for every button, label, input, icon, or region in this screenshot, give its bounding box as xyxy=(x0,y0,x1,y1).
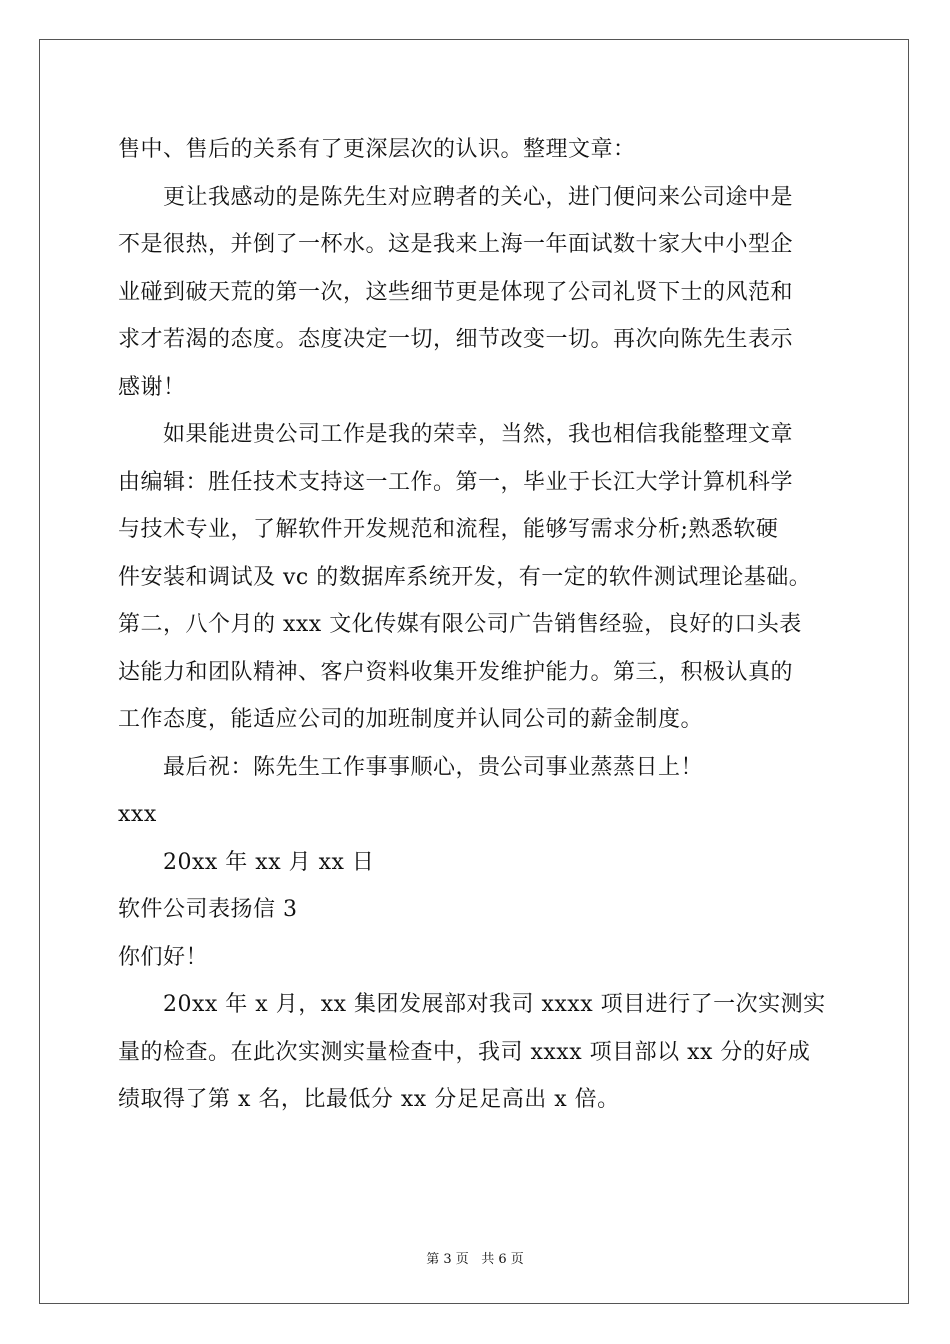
page-number: 第 3 页 xyxy=(426,1252,469,1267)
signature-name: xxx xyxy=(118,802,157,827)
text-line: 如果能进贵公司工作是我的荣幸，当然，我也相信我能整理文章 xyxy=(163,422,794,447)
text-line: 工作态度，能适应公司的加班制度并认同公司的薪金制度。 xyxy=(118,707,704,732)
text-line: 感谢！ xyxy=(118,374,186,400)
text-line: 第二，八个月的 xxx 文化传媒有限公司广告销售经验，良好的口头表 xyxy=(118,612,802,637)
page-total: 共 6 页 xyxy=(481,1252,524,1267)
text-line: 20xx 年 x 月，xx 集团发展部对我司 xxxx 项目进行了一次实测实 xyxy=(163,992,826,1017)
text-line: 由编辑：胜任技术支持这一工作。第一，毕业于长江大学计算机科学 xyxy=(118,469,794,495)
text-line: 业碰到破天荒的第一次，这些细节更是体现了公司礼贤下士的风范和 xyxy=(118,279,794,305)
text-line: 量的检查。在此次实测实量检查中，我司 xxxx 项目部以 xx 分的好成 xyxy=(118,1039,811,1065)
text-line: 与技术专业，了解软件开发规范和流程，能够写需求分析;熟悉软硬 xyxy=(118,517,779,542)
page-footer xyxy=(0,1248,950,1267)
text-line: 件安装和调试及 vc 的数据库系统开发，有一定的软件测试理论基础。 xyxy=(118,564,812,590)
signature-date: 20xx 年 xx 月 xx 日 xyxy=(163,849,375,875)
text-line: 求才若渴的态度。态度决定一切，细节改变一切。再次向陈先生表示 xyxy=(118,327,794,352)
document-body xyxy=(118,126,838,1124)
text-line: 更让我感动的是陈先生对应聘者的关心，进门便问来公司途中是 xyxy=(163,184,794,210)
text-line: 不是很热，并倒了一杯水。这是我来上海一年面试数十家大中小型企 xyxy=(118,232,794,257)
text-line: 最后祝：陈先生工作事事顺心，贵公司事业蒸蒸日上！ xyxy=(163,754,704,780)
text-line: 达能力和团队精神、客户资料收集开发维护能力。第三，积极认真的 xyxy=(118,659,794,685)
salutation: 你们好！ xyxy=(118,944,209,970)
section-heading: 软件公司表扬信 3 xyxy=(118,897,298,922)
text-line: 售中、售后的关系有了更深层次的认识。整理文章： xyxy=(118,137,636,162)
text-line: 绩取得了第 x 名，比最低分 xx 分足足高出 x 倍。 xyxy=(118,1087,620,1112)
